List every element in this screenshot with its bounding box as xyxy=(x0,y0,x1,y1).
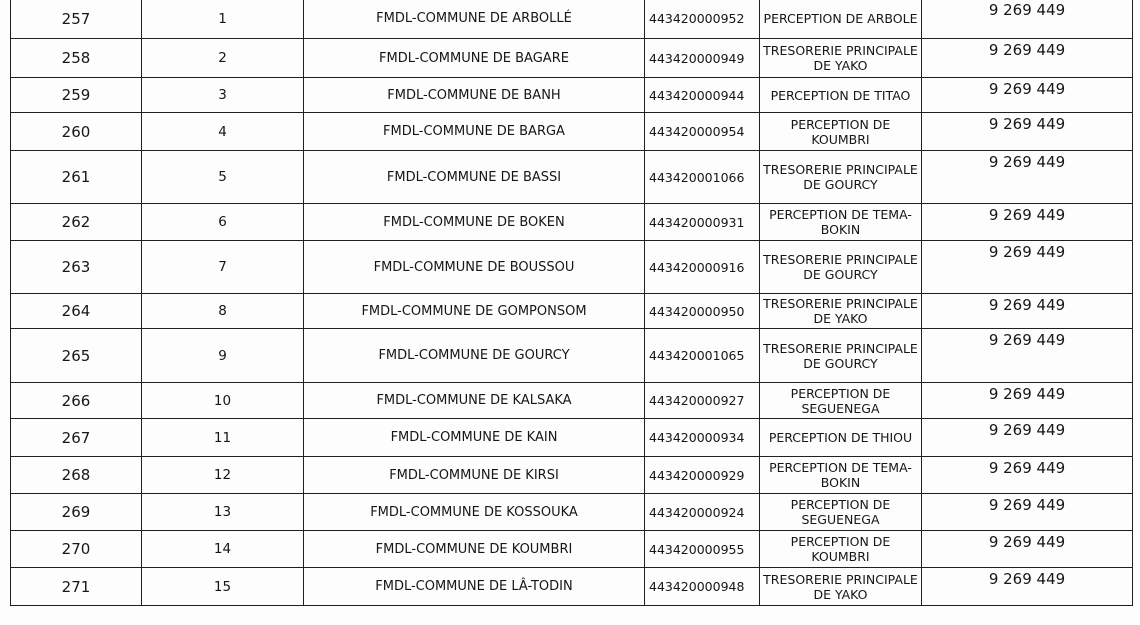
commune-name-cell xyxy=(304,457,645,494)
account-number: 443420000924 xyxy=(649,504,745,520)
account-number: 443420000949 xyxy=(649,50,745,66)
row-number: 266 xyxy=(61,391,91,410)
row-index: 10 xyxy=(213,392,232,409)
row-index: 13 xyxy=(213,504,232,520)
account-number-cell xyxy=(645,568,760,606)
row-index: 4 xyxy=(218,123,227,140)
commune-name-cell xyxy=(304,241,645,294)
amount-value-cell xyxy=(922,329,1133,383)
amount-value-cell xyxy=(922,494,1133,531)
commune-name-cell xyxy=(304,204,645,241)
commune-name: FMDL-COMMUNE DE BOUSSOU xyxy=(373,259,575,275)
account-number: 443420000952 xyxy=(649,11,745,26)
row-index: 6 xyxy=(218,214,227,230)
row-index-cell xyxy=(142,294,304,329)
row-number-cell xyxy=(11,494,142,531)
account-number-cell xyxy=(645,78,760,113)
commune-name-cell xyxy=(304,494,645,531)
treasury-post-cell xyxy=(760,151,922,204)
commune-name: FMDL-COMMUNE DE BANH xyxy=(387,87,561,103)
table-row xyxy=(11,419,1133,457)
amount-value: 9 269 449 xyxy=(988,115,1066,133)
commune-name: FMDL-COMMUNE DE GOURCY xyxy=(378,348,570,363)
row-number-cell xyxy=(11,294,142,329)
treasury-post-cell xyxy=(760,329,922,383)
commune-name-cell xyxy=(304,151,645,204)
commune-name-cell xyxy=(304,113,645,151)
amount-value-cell xyxy=(922,113,1133,151)
amount-value-cell xyxy=(922,204,1133,241)
commune-name-cell xyxy=(304,39,645,78)
table-row xyxy=(11,0,1133,39)
row-index: 8 xyxy=(218,303,227,319)
treasury-post: TRESORERIE PRINCIPALE DE YAKO xyxy=(763,43,918,73)
account-number: 443420000934 xyxy=(649,430,745,445)
commune-name: FMDL-COMMUNE DE BOKEN xyxy=(383,214,565,230)
amount-value: 9 269 449 xyxy=(988,1,1066,19)
amount-value: 9 269 449 xyxy=(988,243,1066,261)
table-row xyxy=(11,241,1133,294)
row-number: 260 xyxy=(61,122,91,141)
row-number-cell xyxy=(11,241,142,294)
treasury-post-cell xyxy=(760,241,922,294)
treasury-post-cell xyxy=(760,531,922,568)
treasury-post: PERCEPTION DE KOUMBRI xyxy=(790,534,891,564)
row-number: 263 xyxy=(61,258,91,276)
treasury-post: PERCEPTION DE TEMA-BOKIN xyxy=(769,207,912,237)
amount-value: 9 269 449 xyxy=(988,570,1066,588)
treasury-post: PERCEPTION DE KOUMBRI xyxy=(790,116,891,147)
row-number-cell xyxy=(11,204,142,241)
commune-name-cell xyxy=(304,531,645,568)
treasury-post-cell xyxy=(760,39,922,78)
row-index-cell xyxy=(142,329,304,383)
commune-name: FMDL-COMMUNE DE KALSAKA xyxy=(376,393,572,408)
account-number-cell xyxy=(645,151,760,204)
row-number-cell xyxy=(11,151,142,204)
commune-name: FMDL-COMMUNE DE BASSI xyxy=(386,169,562,185)
row-number: 265 xyxy=(61,346,91,365)
row-number: 271 xyxy=(61,577,91,596)
row-index-cell xyxy=(142,457,304,494)
amount-value-cell xyxy=(922,419,1133,457)
commune-name: FMDL-COMMUNE DE ARBOLLÉ xyxy=(376,11,572,26)
commune-name-cell xyxy=(304,294,645,329)
commune-name-cell xyxy=(304,383,645,419)
amount-value: 9 269 449 xyxy=(988,331,1066,349)
row-number-cell xyxy=(11,39,142,78)
amount-value-cell xyxy=(922,294,1133,329)
row-index-cell xyxy=(142,113,304,151)
row-index: 12 xyxy=(213,467,232,483)
commune-name: FMDL-COMMUNE DE KOUMBRI xyxy=(375,541,573,557)
treasury-post: PERCEPTION DE SEGUENEGA xyxy=(790,497,891,527)
row-number-cell xyxy=(11,419,142,457)
account-number: 443420000916 xyxy=(649,259,745,275)
table-row xyxy=(11,204,1133,241)
row-index: 5 xyxy=(218,169,227,185)
table-row xyxy=(11,568,1133,606)
treasury-post: TRESORERIE PRINCIPALE DE GOURCY xyxy=(763,252,918,282)
table-row xyxy=(11,78,1133,113)
account-number: 443420000927 xyxy=(649,393,745,408)
amount-value-cell xyxy=(922,383,1133,419)
table-row xyxy=(11,113,1133,151)
account-number: 443420000929 xyxy=(649,467,745,483)
row-index: 9 xyxy=(218,347,227,364)
row-number: 259 xyxy=(61,86,91,104)
amount-value: 9 269 449 xyxy=(988,496,1066,514)
table-row xyxy=(11,329,1133,383)
account-number: 443420000955 xyxy=(649,541,745,557)
treasury-post: PERCEPTION DE ARBOLE xyxy=(763,11,918,26)
row-number-cell xyxy=(11,383,142,419)
treasury-post: PERCEPTION DE TITAO xyxy=(770,87,911,103)
account-number: 443420000948 xyxy=(649,579,745,594)
commune-name-cell xyxy=(304,419,645,457)
treasury-post-cell xyxy=(760,113,922,151)
amount-value: 9 269 449 xyxy=(988,385,1066,403)
row-index: 2 xyxy=(218,50,227,66)
row-index-cell xyxy=(142,39,304,78)
commune-name: FMDL-COMMUNE DE KAIN xyxy=(390,430,558,445)
row-number-cell xyxy=(11,457,142,494)
treasury-post: TRESORERIE PRINCIPALE DE YAKO xyxy=(763,296,918,326)
account-number: 443420000954 xyxy=(649,124,745,139)
table-row xyxy=(11,151,1133,204)
account-number-cell xyxy=(645,0,760,39)
treasury-post: PERCEPTION DE TEMA-BOKIN xyxy=(769,460,912,490)
treasury-post: TRESORERIE PRINCIPALE DE YAKO xyxy=(763,571,918,602)
account-number-cell xyxy=(645,113,760,151)
amount-value-cell xyxy=(922,39,1133,78)
treasury-post-cell xyxy=(760,294,922,329)
treasury-post-cell xyxy=(760,457,922,494)
row-index-cell xyxy=(142,204,304,241)
row-number-cell xyxy=(11,531,142,568)
account-number-cell xyxy=(645,457,760,494)
treasury-post-cell xyxy=(760,568,922,606)
row-number-cell xyxy=(11,329,142,383)
table-row xyxy=(11,294,1133,329)
account-number: 443420000931 xyxy=(649,214,745,230)
amount-value-cell xyxy=(922,0,1133,39)
amount-value-cell xyxy=(922,457,1133,494)
row-index-cell xyxy=(142,531,304,568)
transfer-table xyxy=(10,0,1133,606)
account-number: 443420000944 xyxy=(649,87,745,103)
amount-value-cell xyxy=(922,78,1133,113)
commune-name: FMDL-COMMUNE DE BAGARE xyxy=(379,50,569,66)
row-number-cell xyxy=(11,0,142,39)
row-number: 261 xyxy=(61,168,91,186)
row-number: 267 xyxy=(61,428,91,447)
account-number-cell xyxy=(645,204,760,241)
row-index-cell xyxy=(142,241,304,294)
row-index-cell xyxy=(142,78,304,113)
amount-value: 9 269 449 xyxy=(988,459,1066,477)
treasury-post: TRESORERIE PRINCIPALE DE GOURCY xyxy=(763,340,918,371)
row-index: 14 xyxy=(213,541,232,557)
transfer-table-body xyxy=(11,0,1133,606)
row-number: 268 xyxy=(61,466,91,484)
account-number-cell xyxy=(645,383,760,419)
row-index: 1 xyxy=(218,10,227,27)
row-index: 7 xyxy=(218,259,227,275)
row-index: 3 xyxy=(218,87,227,103)
row-index-cell xyxy=(142,568,304,606)
account-number: 443420001065 xyxy=(649,348,745,363)
amount-value: 9 269 449 xyxy=(988,80,1066,98)
table-row xyxy=(11,531,1133,568)
amount-value-cell xyxy=(922,151,1133,204)
treasury-post-cell xyxy=(760,419,922,457)
commune-name: FMDL-COMMUNE DE GOMPONSOM xyxy=(361,303,587,319)
treasury-post-cell xyxy=(760,0,922,39)
row-index-cell xyxy=(142,494,304,531)
amount-value: 9 269 449 xyxy=(988,41,1066,59)
row-index-cell xyxy=(142,383,304,419)
treasury-post-cell xyxy=(760,494,922,531)
commune-name-cell xyxy=(304,78,645,113)
commune-name-cell xyxy=(304,568,645,606)
account-number-cell xyxy=(645,531,760,568)
table-row xyxy=(11,457,1133,494)
commune-name: FMDL-COMMUNE DE KIRSI xyxy=(389,467,559,483)
row-number-cell xyxy=(11,113,142,151)
row-number: 269 xyxy=(61,503,91,521)
row-number-cell xyxy=(11,78,142,113)
treasury-post: TRESORERIE PRINCIPALE DE GOURCY xyxy=(763,162,918,192)
account-number-cell xyxy=(645,294,760,329)
table-row xyxy=(11,39,1133,78)
treasury-post-cell xyxy=(760,383,922,419)
amount-value: 9 269 449 xyxy=(988,206,1066,224)
treasury-post: PERCEPTION DE SEGUENEGA xyxy=(790,385,891,416)
row-index-cell xyxy=(142,0,304,39)
amount-value: 9 269 449 xyxy=(988,153,1066,171)
account-number-cell xyxy=(645,329,760,383)
commune-name: FMDL-COMMUNE DE BARGA xyxy=(383,124,565,139)
table-row xyxy=(11,494,1133,531)
row-index-cell xyxy=(142,151,304,204)
row-index: 11 xyxy=(213,429,232,446)
row-number: 270 xyxy=(61,540,91,558)
row-number-cell xyxy=(11,568,142,606)
treasury-post-cell xyxy=(760,78,922,113)
amount-value: 9 269 449 xyxy=(988,421,1066,439)
amount-value-cell xyxy=(922,568,1133,606)
account-number-cell xyxy=(645,494,760,531)
commune-name: FMDL-COMMUNE DE LÂ-TODIN xyxy=(375,579,573,594)
amount-value: 9 269 449 xyxy=(988,533,1066,551)
row-index-cell xyxy=(142,419,304,457)
amount-value: 9 269 449 xyxy=(988,296,1066,314)
row-number: 262 xyxy=(61,213,91,231)
table-row xyxy=(11,383,1133,419)
commune-name-cell xyxy=(304,0,645,39)
account-number-cell xyxy=(645,39,760,78)
commune-name: FMDL-COMMUNE DE KOSSOUKA xyxy=(370,504,578,520)
account-number-cell xyxy=(645,419,760,457)
row-number: 258 xyxy=(61,49,91,67)
row-number: 257 xyxy=(61,9,91,28)
treasury-post-cell xyxy=(760,204,922,241)
row-number: 264 xyxy=(61,302,91,320)
commune-name-cell xyxy=(304,329,645,383)
account-number: 443420000950 xyxy=(649,303,745,319)
account-number: 443420001066 xyxy=(649,169,745,185)
treasury-post: PERCEPTION DE THIOU xyxy=(768,430,913,445)
amount-value-cell xyxy=(922,241,1133,294)
amount-value-cell xyxy=(922,531,1133,568)
row-index: 15 xyxy=(213,578,232,595)
account-number-cell xyxy=(645,241,760,294)
